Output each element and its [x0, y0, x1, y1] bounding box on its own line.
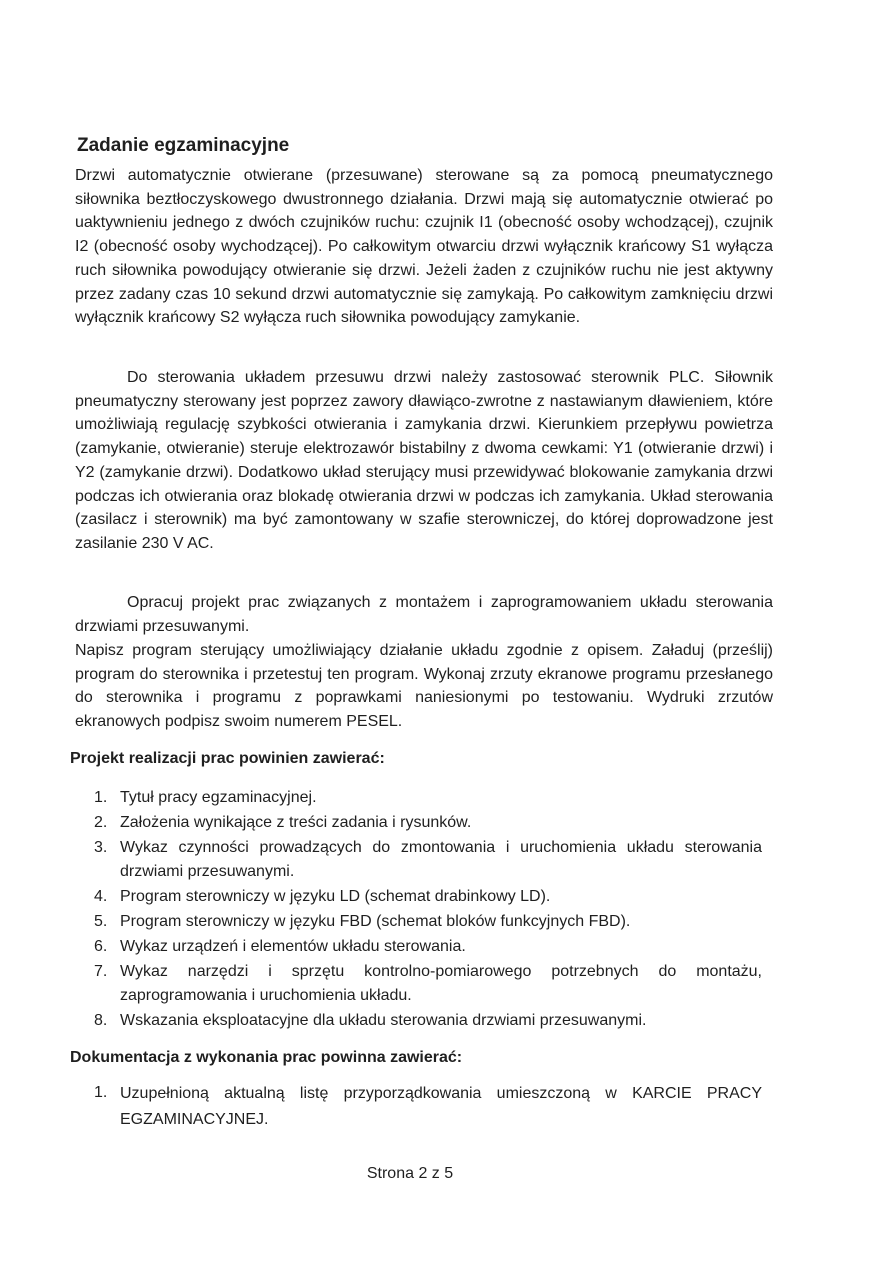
paragraph-program: Napisz program sterujący umożliwiający działanie układu zgodnie z opisem. Załaduj (prześlij) program do sterownika i przetestuj ten program. Wykonaj zrzuty ekranowe programu przesłanego do sterownika i programu z poprawkami naniesionymi po testowaniu. Wydruki zrzutów ekranowych podpisz swoim numerem PESEL. — [75, 642, 773, 731]
list-item-text: Wskazania eksploatacyjne dla układu sterowania drzwiami przesuwanymi. — [120, 1012, 647, 1030]
paragraph-project: Opracuj projekt prac związanych z montażem i zaprogramowaniem układu sterowania drzwiami przesuwanymi. — [75, 594, 773, 635]
list-item-text: Wykaz urządzeń i elementów układu sterowania. — [120, 937, 466, 955]
list-item-text: Wykaz czynności prowadzących do zmontowania i uruchomienia układu sterowania drzwiami przesuwanymi. — [120, 838, 762, 881]
list-item — [94, 885, 762, 910]
list-item-number: 1. — [94, 789, 108, 806]
list-item — [94, 786, 762, 811]
project-section-heading: Projekt realizacji prac powinien zawierać: — [70, 750, 385, 767]
list-item-number: 5. — [94, 912, 108, 930]
list-item — [94, 1009, 762, 1034]
project-list — [94, 786, 762, 1034]
list-item — [94, 935, 762, 960]
list-item-text: Program sterowniczy w języku LD (schemat drabinkowy LD). — [120, 888, 551, 906]
list-item-number: 1. — [94, 1084, 108, 1101]
list-item-number: 7. — [94, 962, 108, 980]
list-item-text: Program sterowniczy w języku FBD (schemat bloków funkcyjnych FBD). — [120, 912, 631, 930]
list-item-number: 8. — [94, 1012, 108, 1030]
list-item — [94, 910, 762, 935]
list-item — [94, 836, 762, 886]
page-title: Zadanie egzaminacyjne — [77, 135, 290, 156]
list-item-text: Uzupełnioną aktualną listę przyporządkowania umieszczoną w KARCIE PRACY EGZAMINACYJNEJ. — [120, 1085, 762, 1128]
documentation-list — [94, 1081, 762, 1133]
list-item-text: Tytuł pracy egzaminacyjnej. — [120, 789, 317, 806]
paragraph-plc: Do sterowania układem przesuwu drzwi należy zastosować sterownik PLC. Siłownik pneumatyczny sterowany jest poprzez zawory dławiąco-zwrotne z nastawianym dławieniem, które umożliwiają regulację szybkości otwierania i zamykania drzwi. Kierunkiem przepływu powietrza (zamykanie, otwieranie) steruje elektrozawór bistabilny z dwoma cewkami: Y1 (otwieranie drzwi) i Y2 (zamykanie drzwi). Dodatkowo układ sterujący musi przewidywać blokowanie zamykania drzwi podczas ich otwierania oraz blokadę otwierania drzwi w podczas ich zamykania. Układ sterowania (zasilacz i sterownik) ma być zamontowany w szafie sterowniczej, do której doprowadzone jest zasilanie 230 V AC. — [75, 369, 773, 552]
list-item — [94, 960, 762, 1010]
list-item-text: Wykaz narzędzi i sprzętu kontrolno-pomiarowego potrzebnych do montażu, zaprogramowania i uruchomienia układu. — [120, 962, 762, 1005]
page-number: Strona 2 z 5 — [366, 1165, 454, 1182]
list-item-number: 2. — [94, 813, 108, 831]
list-item-number: 3. — [94, 838, 108, 856]
paragraph-description: Drzwi automatycznie otwierane (przesuwane) sterowane są za pomocą pneumatycznego siłownika beztłoczyskowego dwustronnego działania. Drzwi mają się automatycznie otwierać po uaktywnieniu jednego z dwóch czujników ruchu: czujnik I1 (obecność osoby wchodzącej), czujnik I2 (obecność osoby wychodzącej). Po całkowitym otwarciu drzwi wyłącznik krańcowy S1 wyłącza ruch siłownika powodujący otwieranie się drzwi. Jeżeli żaden z czujników ruchu nie jest aktywny przez zadany czas 10 sekund drzwi automatycznie się zamykają. Po całkowitym zamknięciu drzwi wyłącznik krańcowy S2 wyłącza ruch siłownika powodujący zamykanie. — [75, 167, 773, 327]
list-item — [94, 1081, 762, 1133]
list-item — [94, 811, 762, 836]
documentation-section-heading: Dokumentacja z wykonania prac powinna zawierać: — [70, 1049, 463, 1066]
list-item-number: 6. — [94, 937, 108, 955]
list-item-number: 4. — [94, 888, 108, 906]
list-item-text: Założenia wynikające z treści zadania i rysunków. — [120, 813, 472, 831]
